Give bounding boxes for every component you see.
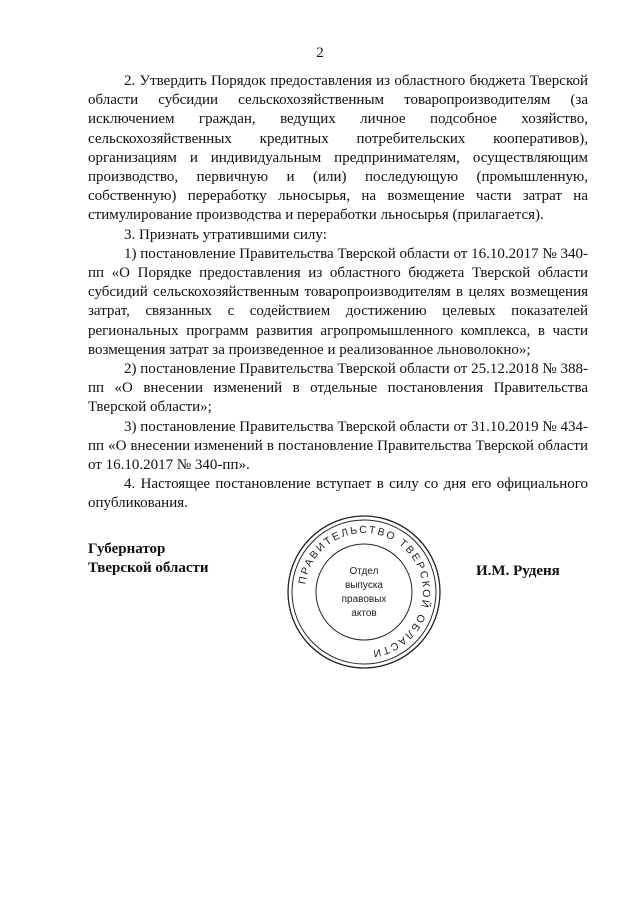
paragraph-effective-date: 4. Настоящее постановление вступает в силу со дня его официального опубликования. xyxy=(88,476,588,512)
stamp-center-line-2: выпуска xyxy=(345,580,383,591)
paragraph-repeal-item-1: 1) постановление Правительства Тверской области от 16.10.2017 № 340-пп «О Порядке предоставления из областного бюджета Тверской области субсидий сельскохозяйственным товаропроизводителям в целях возмещения затрат, связанных с содействием достижению целевых показателей региональных программ развития агропромышленного комплекса, в части возмещения затрат за произведенное и реализованное льноволокно»; xyxy=(88,245,588,358)
signatory-position xyxy=(88,540,209,578)
stamp-inner-ring xyxy=(316,544,412,640)
official-stamp xyxy=(285,513,443,671)
paragraph-repeal-item-2: 2) постановление Правительства Тверской области от 25.12.2018 № 388-пп «О внесении изменений в отдельные постановления Правительства Тверской области»; xyxy=(88,361,588,416)
signatory-position-line-1: Губернатор xyxy=(88,541,166,557)
stamp-outer-ring xyxy=(288,516,440,668)
stamp-second-ring xyxy=(292,520,436,664)
stamp-graphic xyxy=(285,513,443,671)
paragraph-repeal-heading: 3. Признать утратившими силу: xyxy=(124,226,327,243)
paragraph-approve-procedure: 2. Утвердить Порядок предоставления из областного бюджета Тверской области субсидии сельскохозяйственным товаропроизводителям (за исключением граждан, ведущих личное подсобное хозяйство, сельскохозяйственных кредитных потребительских кооперативов), организациям и индивидуальным предпринимателям, осуществляющим производство, первичную и (или) последующую (промышленную, собственную) переработку льносырья, на возмещение части затрат на стимулирование производства и переработки льносырья (прилагается). xyxy=(88,73,588,224)
signatory-position-line-2: Тверской области xyxy=(88,560,209,576)
stamp-center-line-4: актов xyxy=(351,608,377,619)
stamp-center-line-1: Отдел xyxy=(349,566,379,577)
page-number: 2 xyxy=(316,45,324,61)
document-body xyxy=(88,72,588,514)
signatory-name: И.М. Руденя xyxy=(476,563,560,579)
stamp-center-line-3: правовых xyxy=(341,594,387,605)
paragraph-repeal-item-3: 3) постановление Правительства Тверской области от 31.10.2019 № 434-пп «О внесении изменений в постановление Правительства Тверской области от 16.10.2017 № 340-пп». xyxy=(88,418,588,474)
stamp-ring-text: ПРАВИТЕЛЬСТВО ТВЕРСКОЙ ОБЛАСТИ xyxy=(296,523,433,660)
